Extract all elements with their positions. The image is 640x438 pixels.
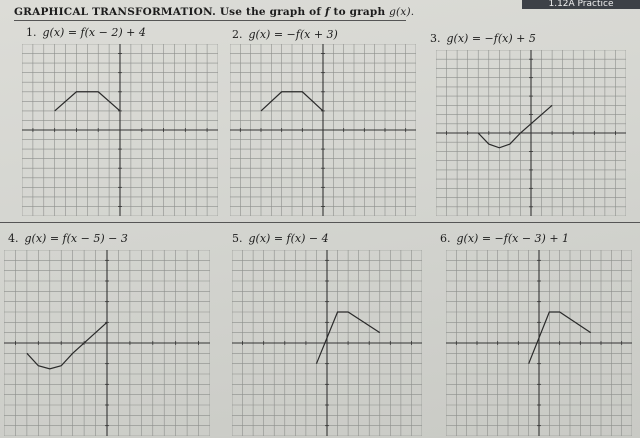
problem-6-equation: g(x) = −f(x − 3) + 1 [456,232,570,245]
worksheet-header [14,6,414,18]
problem-2-number: 2. [232,28,243,41]
problem-4-equation: g(x) = f(x − 5) − 3 [24,232,128,245]
problem-6-number: 6. [440,232,451,245]
function-curve [27,322,107,369]
problem-2-label [232,28,338,41]
graph-4 [4,250,210,436]
problem-1-label [26,26,146,39]
graph-3 [436,50,626,216]
problem-3-equation: g(x) = −f(x) + 5 [446,32,536,45]
function-curve [478,105,552,147]
problem-2-equation: g(x) = −f(x + 3) [248,28,338,41]
problem-3-label [430,32,536,45]
problem-5-label [232,232,329,245]
problem-3-number: 3. [430,32,441,45]
header-f: f [324,6,330,18]
practice-banner: 1.12A Practice [522,0,640,9]
header-title: GRAPHICAL TRANSFORMATION. [14,6,216,18]
problem-1-number: 1. [26,26,37,39]
header-divider [14,20,406,21]
header-instruction: Use the graph of [219,6,322,18]
problem-4-label [8,232,128,245]
problem-6-label [440,232,569,245]
header-to-graph: to graph [333,6,386,18]
problem-5-equation: g(x) = f(x) − 4 [248,232,329,245]
problem-4-number: 4. [8,232,19,245]
graph-5 [232,250,422,436]
problem-1-equation: g(x) = f(x − 2) + 4 [42,26,146,39]
problem-5-number: 5. [232,232,243,245]
row-divider [0,222,640,223]
graph-1 [22,44,218,216]
header-gx: g(x). [389,6,415,18]
graph-6 [446,250,632,436]
graph-2 [230,44,416,216]
